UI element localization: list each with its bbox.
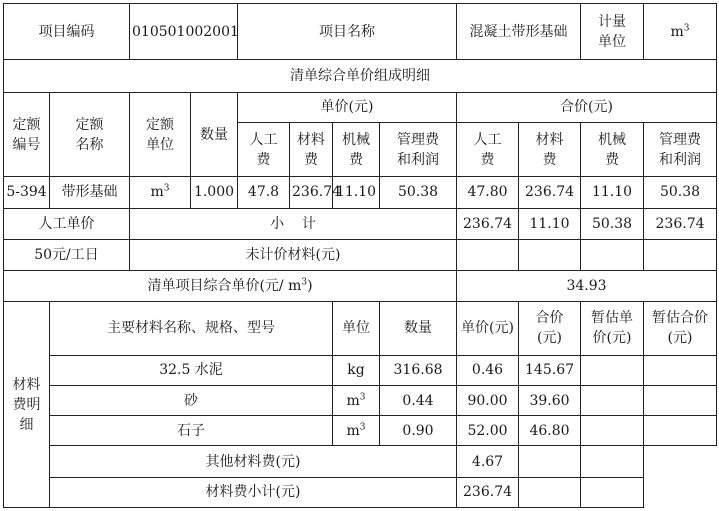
col-tp-material: 材料 费 bbox=[519, 122, 581, 176]
subtotal-c4: 236.74 bbox=[644, 208, 717, 239]
materials-head-total: 合价 (元) bbox=[519, 302, 581, 355]
detail-up-material: 236.74 bbox=[290, 177, 333, 208]
col-up-labor: 人工 费 bbox=[238, 122, 290, 176]
unpriced-c1 bbox=[457, 239, 519, 270]
material-price: 90.00 bbox=[457, 385, 519, 415]
materials-side-label: 材料 费明 细 bbox=[4, 302, 50, 508]
materials-head-name: 主要材料名称、规格、型号 bbox=[50, 302, 333, 355]
col-quota-unit: 定额 单位 bbox=[130, 92, 191, 177]
unit-label: 计量 单位 bbox=[581, 4, 644, 60]
header-row bbox=[4, 4, 717, 60]
material-unit: $m^3$ bbox=[333, 385, 380, 415]
unpriced-row bbox=[4, 239, 717, 270]
detail-row bbox=[4, 177, 717, 208]
materials-subtotal-total: 236.74 bbox=[457, 477, 519, 507]
material-unit: kg bbox=[333, 355, 380, 385]
col-tp-labor: 人工 费 bbox=[457, 122, 519, 176]
material-total: 46.80 bbox=[519, 416, 581, 446]
detail-tp-labor: 47.80 bbox=[457, 177, 519, 208]
project-code-label: 项目编码 bbox=[4, 4, 130, 60]
other-materials-est-price bbox=[519, 446, 581, 477]
composite-label: 清单项目综合单价(元/ $m^3$) bbox=[4, 271, 457, 302]
other-materials-est-total bbox=[581, 446, 644, 477]
detail-tp-mgmt: 50.38 bbox=[644, 177, 717, 208]
composite-row bbox=[4, 271, 717, 302]
material-est-total bbox=[644, 385, 717, 415]
project-name-value: 混凝土带形基础 bbox=[457, 4, 581, 60]
material-qty: 0.44 bbox=[380, 385, 457, 415]
unpriced-label: 未计价材料(元) bbox=[130, 239, 457, 270]
subtotal-c1: 236.74 bbox=[457, 208, 519, 239]
unit-value: $m^3$ bbox=[644, 4, 717, 60]
materials-head-est-price: 暂估单 价(元) bbox=[581, 302, 644, 355]
col-quota-no: 定额 编号 bbox=[4, 92, 50, 177]
col-tp-mgmt: 管理费 和利润 bbox=[644, 122, 717, 176]
section-title-row bbox=[4, 60, 717, 92]
material-name: 石子 bbox=[50, 416, 333, 446]
material-est-price bbox=[581, 385, 644, 415]
materials-head-price: 单价(元) bbox=[457, 302, 519, 355]
other-materials-total: 4.67 bbox=[457, 446, 519, 477]
material-est-total bbox=[644, 355, 717, 385]
detail-up-mgmt: 50.38 bbox=[380, 177, 457, 208]
col-total-price-group: 合价(元) bbox=[457, 92, 717, 122]
subtotal-c2: 11.10 bbox=[519, 208, 581, 239]
section-title: 清单综合单价组成明细 bbox=[4, 60, 717, 92]
unpriced-c3 bbox=[581, 239, 644, 270]
material-row bbox=[4, 416, 717, 446]
col-quantity: 数量 bbox=[191, 92, 238, 177]
material-row bbox=[4, 385, 717, 415]
col-up-machine: 机械 费 bbox=[333, 122, 380, 176]
materials-subtotal-est-total bbox=[581, 477, 644, 507]
composite-value: 34.93 bbox=[457, 271, 717, 302]
detail-tp-machine: 11.10 bbox=[581, 177, 644, 208]
material-price: 52.00 bbox=[457, 416, 519, 446]
materials-subtotal-label: 材料费小计(元) bbox=[50, 477, 457, 507]
detail-tp-material: 236.74 bbox=[519, 177, 581, 208]
detail-unit: $m^3$ bbox=[130, 177, 191, 208]
unit-price-analysis-table bbox=[3, 3, 717, 508]
detail-name: 带形基础 bbox=[50, 177, 130, 208]
subtotal-row bbox=[4, 208, 717, 239]
subtotal-c3: 50.38 bbox=[581, 208, 644, 239]
col-up-mgmt: 管理费 和利润 bbox=[380, 122, 457, 176]
unpriced-c4 bbox=[644, 239, 717, 270]
col-unit-price-group: 单价(元) bbox=[238, 92, 457, 122]
materials-subtotal-est-price bbox=[519, 477, 581, 507]
material-row bbox=[4, 355, 717, 385]
material-total: 39.60 bbox=[519, 385, 581, 415]
subtotal-label: 小 计 bbox=[130, 208, 457, 239]
materials-head-unit: 单位 bbox=[333, 302, 380, 355]
col-quota-name: 定额 名称 bbox=[50, 92, 130, 177]
other-materials-row bbox=[4, 446, 717, 477]
material-name: 32.5 水泥 bbox=[50, 355, 333, 385]
materials-subtotal-row bbox=[4, 477, 717, 507]
column-header-row-1 bbox=[4, 92, 717, 122]
detail-qty: 1.000 bbox=[191, 177, 238, 208]
material-price: 0.46 bbox=[457, 355, 519, 385]
material-est-price bbox=[581, 416, 644, 446]
material-est-total bbox=[644, 416, 717, 446]
material-name: 砂 bbox=[50, 385, 333, 415]
material-total: 145.67 bbox=[519, 355, 581, 385]
material-est-price bbox=[581, 355, 644, 385]
material-unit: $m^3$ bbox=[333, 416, 380, 446]
col-tp-machine: 机械 费 bbox=[581, 122, 644, 176]
unpriced-c2 bbox=[519, 239, 581, 270]
col-up-material: 材料 费 bbox=[290, 122, 333, 176]
detail-no: 5-394 bbox=[4, 177, 50, 208]
materials-head-qty: 数量 bbox=[380, 302, 457, 355]
project-name-label: 项目名称 bbox=[238, 4, 457, 60]
project-code-value: 010501002001 bbox=[130, 4, 238, 60]
other-materials-label: 其他材料费(元) bbox=[50, 446, 457, 477]
material-qty: 0.90 bbox=[380, 416, 457, 446]
labor-rate: 50元/工日 bbox=[4, 239, 130, 270]
detail-up-machine: 11.10 bbox=[333, 177, 380, 208]
materials-header-row bbox=[4, 302, 717, 355]
material-qty: 316.68 bbox=[380, 355, 457, 385]
detail-up-labor: 47.8 bbox=[238, 177, 290, 208]
materials-head-est-total: 暂估合价(元) bbox=[644, 302, 717, 355]
labor-price-label: 人工单价 bbox=[4, 208, 130, 239]
